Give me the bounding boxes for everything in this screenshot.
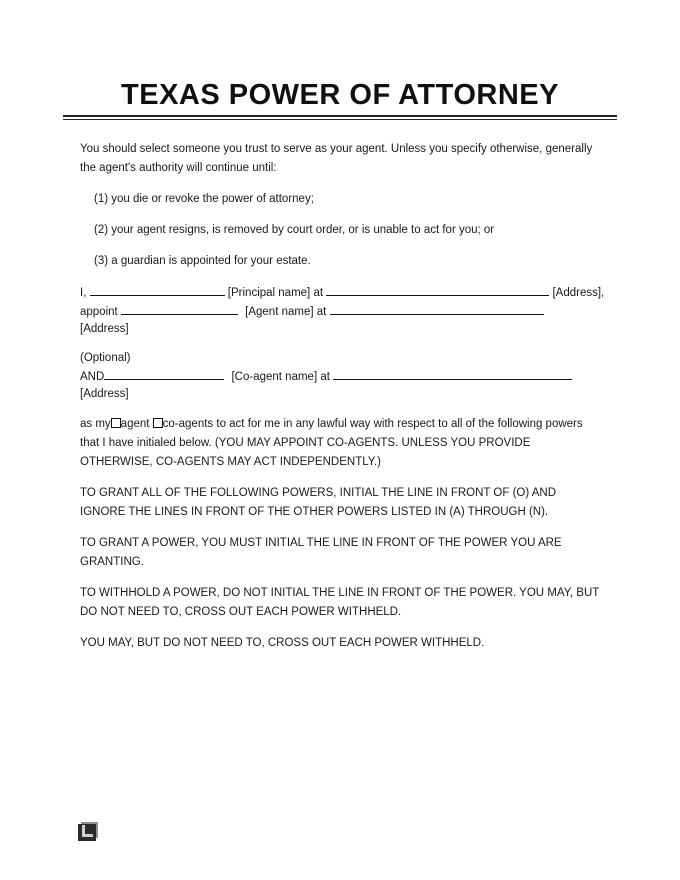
agent-address-line (80, 321, 600, 338)
coagent-line (80, 367, 600, 386)
optional-label: (Optional) (80, 352, 131, 365)
coagent-address-line (80, 386, 600, 403)
agent-name-blank[interactable] (121, 302, 238, 315)
termination-item-3: (3) a guardian is appointed for your estate. (94, 255, 311, 268)
optional-heading (80, 350, 600, 367)
instruction-withhold-power: TO WITHHOLD A POWER, DO NOT INITIAL THE LINE IN FRONT OF THE POWER. YOU MAY, BUT DO NOT NEED TO, CROSS OUT EACH POWER WITHHELD. (80, 587, 600, 619)
coagents-checkbox[interactable] (153, 418, 163, 428)
coagent-name-label: [Co-agent name] at (231, 371, 330, 384)
termination-item-1: (1) you die or revoke the power of attorney; (94, 193, 314, 206)
principal-name-label: [Principal name] at (227, 287, 324, 300)
intro-paragraph: You should select someone you trust to serve as your agent. Unless you specify otherwise, generally the agent's authority will continue until: (80, 143, 593, 175)
legal-templates-logo (78, 822, 99, 842)
optional-coagent-block (80, 350, 600, 403)
agent-address-blank[interactable] (330, 302, 544, 315)
instruction-grant-all: TO GRANT ALL OF THE FOLLOWING POWERS, INITIAL THE LINE IN FRONT OF (O) AND IGNORE THE LINES IN FRONT OF THE OTHER POWERS LISTED IN (A) THROUGH (N). (80, 487, 557, 519)
document-title: TEXAS POWER OF ATTORNEY (121, 79, 559, 111)
document-body (80, 140, 605, 653)
instruction-grant-power: TO GRANT A POWER, YOU MUST INITIAL THE LINE IN FRONT OF THE POWER YOU ARE GRANTING. (80, 537, 562, 569)
agency-prefix: as my (80, 418, 111, 431)
principal-line (80, 283, 605, 302)
title-double-rule (63, 115, 617, 120)
agency-clause (80, 415, 600, 472)
coagent-address-label: [Address] (80, 388, 129, 401)
agent-checkbox[interactable] (111, 418, 121, 428)
agency-body: to act for me in any lawful way with respect to all of the following powers that I have initialed below. (YOU MAY APPOINT CO-AGENTS. UNLESS YOU PROVIDE OTHERWISE, CO-AGENTS MAY ACT INDEPENDENTLY.) (80, 418, 583, 469)
agent-address-label: [Address] (80, 323, 129, 336)
coagent-address-blank[interactable] (333, 367, 572, 380)
agent-name-label: [Agent name] at (245, 306, 327, 319)
i-prefix: I, (80, 287, 87, 300)
principal-address-label: [Address], (552, 287, 605, 300)
document-header (0, 0, 680, 120)
agent-line (80, 302, 600, 321)
and-prefix: AND (80, 371, 105, 384)
coagent-name-blank[interactable] (104, 367, 224, 380)
appoint-prefix: appoint (80, 306, 118, 319)
appointment-block (80, 283, 605, 338)
coagent-option-label: co-agents (162, 418, 214, 431)
logo-l-icon (82, 825, 93, 837)
termination-item-2: (2) your agent resigns, is removed by court order, or is unable to act for you; or (94, 224, 495, 237)
principal-name-blank[interactable] (90, 283, 225, 296)
agent-option-label: agent (120, 418, 150, 431)
instruction-cross-out: YOU MAY, BUT DO NOT NEED TO, CROSS OUT EACH POWER WITHHELD. (80, 637, 485, 650)
principal-address-blank[interactable] (326, 283, 549, 296)
